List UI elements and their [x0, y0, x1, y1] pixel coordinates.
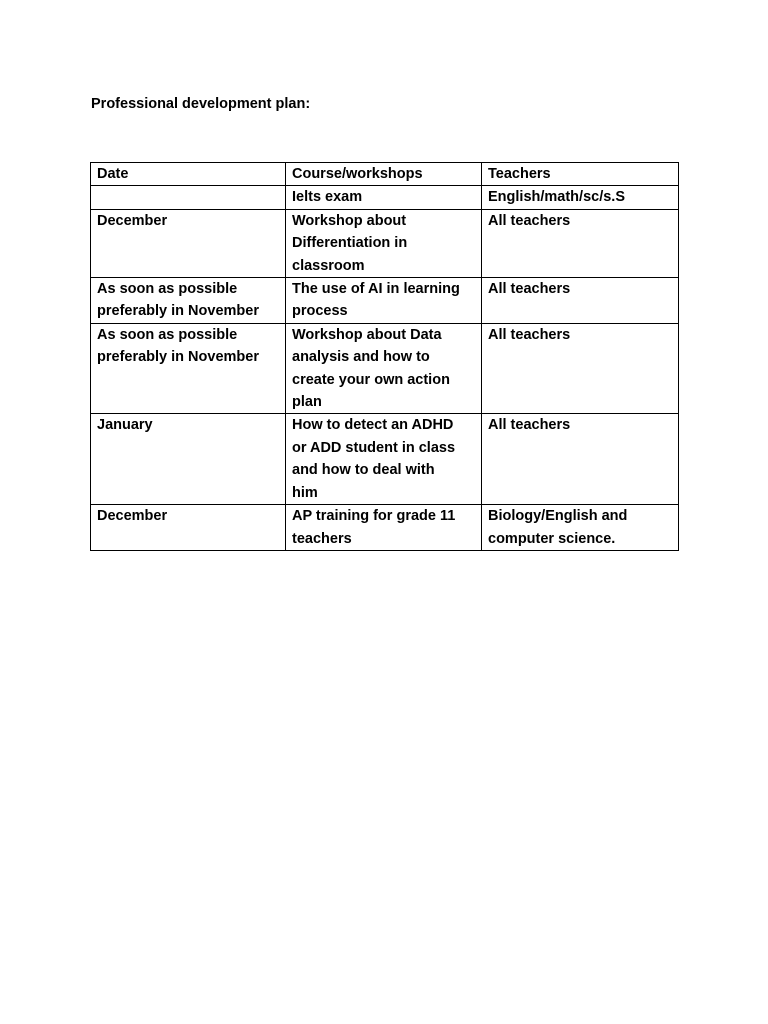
cell-teachers: All teachers	[482, 414, 679, 505]
development-plan-table	[90, 162, 679, 551]
table-header-row	[91, 163, 679, 186]
cell-course: Ielts exam	[286, 186, 482, 209]
table-row	[91, 323, 679, 414]
table-row	[91, 414, 679, 505]
header-cell-course: Course/workshops	[286, 163, 482, 186]
page-title: Professional development plan:	[91, 96, 311, 112]
cell-date: December	[91, 209, 286, 277]
cell-teachers: English/math/sc/s.S	[482, 186, 679, 209]
cell-course: The use of AI in learning process	[286, 278, 482, 324]
cell-teachers: Biology/English and computer science.	[482, 505, 679, 551]
cell-date	[91, 186, 286, 209]
cell-date: As soon as possible preferably in November	[91, 278, 286, 324]
header-cell-teachers: Teachers	[482, 163, 679, 186]
table-row	[91, 278, 679, 324]
cell-teachers: All teachers	[482, 278, 679, 324]
cell-teachers: All teachers	[482, 209, 679, 277]
table-row	[91, 505, 679, 551]
cell-course: Workshop about Data analysis and how to create your own action plan	[286, 323, 482, 414]
header-cell-date: Date	[91, 163, 286, 186]
cell-date: December	[91, 505, 286, 551]
cell-course: AP training for grade 11 teachers	[286, 505, 482, 551]
cell-course: How to detect an ADHD or ADD student in class and how to deal with him	[286, 414, 482, 505]
table-row	[91, 209, 679, 277]
cell-date: As soon as possible preferably in November	[91, 323, 286, 414]
cell-teachers: All teachers	[482, 323, 679, 414]
cell-course: Workshop about Differentiation in classroom	[286, 209, 482, 277]
cell-date: January	[91, 414, 286, 505]
table-row	[91, 186, 679, 209]
